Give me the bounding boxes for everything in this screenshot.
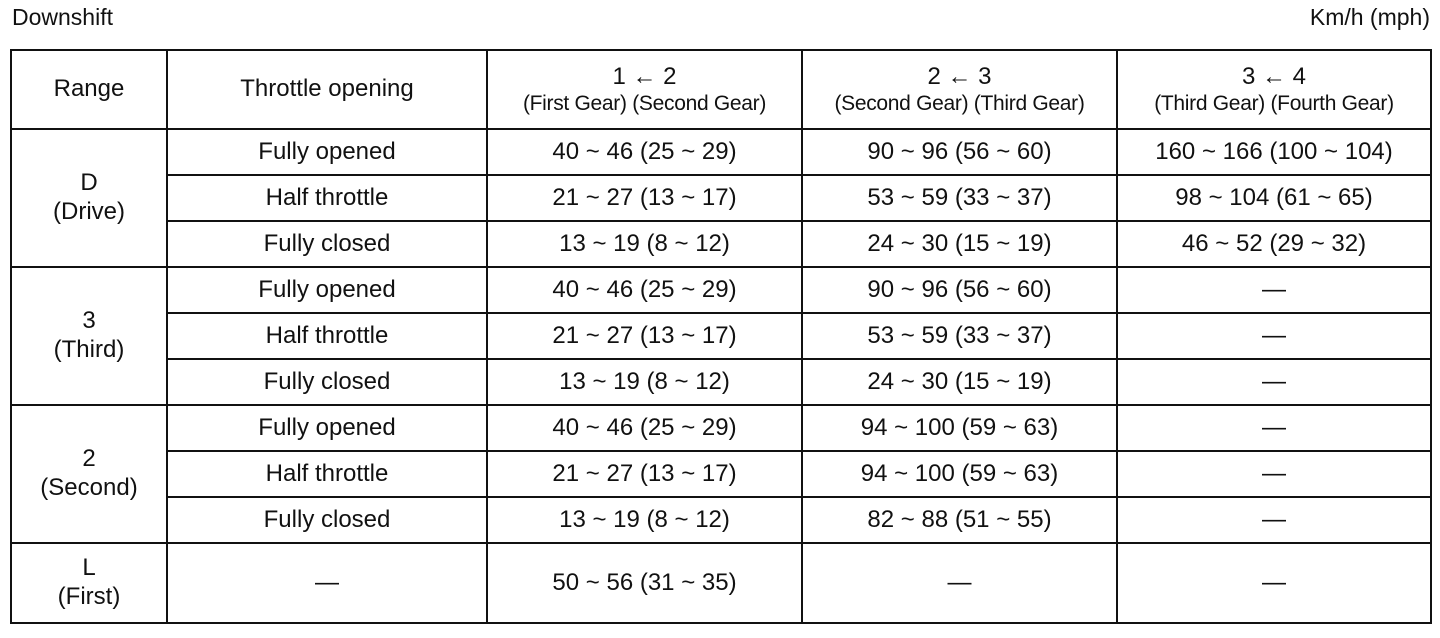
speed-cell-3-4: — bbox=[1117, 497, 1431, 543]
speed-cell-1-2: 13 ~ 19 (8 ~ 12) bbox=[487, 359, 802, 405]
speed-cell-1-2: 21 ~ 27 (13 ~ 17) bbox=[487, 313, 802, 359]
header-throttle: Throttle opening bbox=[167, 50, 487, 129]
header-shift-2-3 bbox=[802, 50, 1117, 129]
shift-gears: (Third Gear) (Fourth Gear) bbox=[1154, 92, 1394, 116]
speed-cell-2-3: 82 ~ 88 (51 ~ 55) bbox=[802, 497, 1117, 543]
speed-cell-1-2: 40 ~ 46 (25 ~ 29) bbox=[487, 267, 802, 313]
table-row bbox=[11, 267, 1431, 313]
table-caption-units: Km/h (mph) bbox=[1309, 4, 1430, 30]
table-row bbox=[11, 359, 1431, 405]
range-code: D bbox=[80, 169, 98, 197]
throttle-cell: Fully closed bbox=[167, 497, 487, 543]
throttle-cell: Fully closed bbox=[167, 221, 487, 267]
throttle-cell: Fully opened bbox=[167, 129, 487, 175]
throttle-cell: Half throttle bbox=[167, 313, 487, 359]
range-code: 3 bbox=[82, 307, 96, 335]
range-name: (Third) bbox=[53, 336, 125, 363]
throttle-cell: — bbox=[167, 543, 487, 623]
throttle-cell: Fully opened bbox=[167, 267, 487, 313]
table-caption-title: Downshift bbox=[12, 4, 113, 30]
speed-cell-2-3: 90 ~ 96 (56 ~ 60) bbox=[802, 267, 1117, 313]
table-row bbox=[11, 543, 1431, 623]
speed-cell-2-3: 24 ~ 30 (15 ~ 19) bbox=[802, 359, 1117, 405]
speed-cell-3-4: — bbox=[1117, 543, 1431, 623]
speed-cell-1-2: 40 ~ 46 (25 ~ 29) bbox=[487, 129, 802, 175]
header-range: Range bbox=[11, 50, 167, 129]
throttle-cell: Fully closed bbox=[167, 359, 487, 405]
speed-cell-3-4: 160 ~ 166 (100 ~ 104) bbox=[1117, 129, 1431, 175]
range-name: (Drive) bbox=[53, 198, 125, 225]
speed-cell-3-4: 98 ~ 104 (61 ~ 65) bbox=[1117, 175, 1431, 221]
header-row bbox=[11, 50, 1431, 129]
throttle-cell: Fully opened bbox=[167, 405, 487, 451]
range-name: (Second) bbox=[40, 474, 138, 501]
speed-cell-2-3: 94 ~ 100 (59 ~ 63) bbox=[802, 451, 1117, 497]
speed-cell-1-2: 50 ~ 56 (31 ~ 35) bbox=[487, 543, 802, 623]
range-name: (First) bbox=[57, 583, 121, 610]
table-row bbox=[11, 313, 1431, 359]
downshift-table bbox=[10, 49, 1432, 624]
speed-cell-3-4: — bbox=[1117, 267, 1431, 313]
range-cell-third bbox=[11, 267, 167, 405]
speed-cell-2-3: 90 ~ 96 (56 ~ 60) bbox=[802, 129, 1117, 175]
table-row bbox=[11, 451, 1431, 497]
throttle-cell: Half throttle bbox=[167, 175, 487, 221]
speed-cell-3-4: — bbox=[1117, 313, 1431, 359]
range-cell-drive bbox=[11, 129, 167, 267]
speed-cell-2-3: 94 ~ 100 (59 ~ 63) bbox=[802, 405, 1117, 451]
speed-cell-1-2: 40 ~ 46 (25 ~ 29) bbox=[487, 405, 802, 451]
speed-cell-3-4: — bbox=[1117, 405, 1431, 451]
header-shift-3-4 bbox=[1117, 50, 1431, 129]
speed-cell-2-3: 24 ~ 30 (15 ~ 19) bbox=[802, 221, 1117, 267]
speed-cell-3-4: 46 ~ 52 (29 ~ 32) bbox=[1117, 221, 1431, 267]
speed-cell-2-3: — bbox=[802, 543, 1117, 623]
table-row bbox=[11, 405, 1431, 451]
table-row bbox=[11, 175, 1431, 221]
speed-cell-2-3: 53 ~ 59 (33 ~ 37) bbox=[802, 175, 1117, 221]
table-row bbox=[11, 221, 1431, 267]
speed-cell-1-2: 21 ~ 27 (13 ~ 17) bbox=[487, 175, 802, 221]
speed-cell-1-2: 21 ~ 27 (13 ~ 17) bbox=[487, 451, 802, 497]
table-row bbox=[11, 129, 1431, 175]
speed-cell-2-3: 53 ~ 59 (33 ~ 37) bbox=[802, 313, 1117, 359]
range-cell-first bbox=[11, 543, 167, 623]
speed-cell-1-2: 13 ~ 19 (8 ~ 12) bbox=[487, 221, 802, 267]
table-row bbox=[11, 497, 1431, 543]
range-cell-second bbox=[11, 405, 167, 543]
speed-cell-3-4: — bbox=[1117, 451, 1431, 497]
range-code: 2 bbox=[82, 445, 96, 473]
speed-cell-1-2: 13 ~ 19 (8 ~ 12) bbox=[487, 497, 802, 543]
header-shift-1-2 bbox=[487, 50, 802, 129]
speed-cell-3-4: — bbox=[1117, 359, 1431, 405]
shift-gears: (Second Gear) (Third Gear) bbox=[834, 92, 1085, 116]
shift-label: 1 ← 2 bbox=[612, 62, 677, 90]
shift-gears: (First Gear) (Second Gear) bbox=[522, 92, 767, 116]
throttle-cell: Half throttle bbox=[167, 451, 487, 497]
shift-label: 2 ← 3 bbox=[927, 62, 992, 90]
shift-label: 3 ← 4 bbox=[1241, 62, 1307, 90]
range-code: L bbox=[82, 554, 96, 582]
